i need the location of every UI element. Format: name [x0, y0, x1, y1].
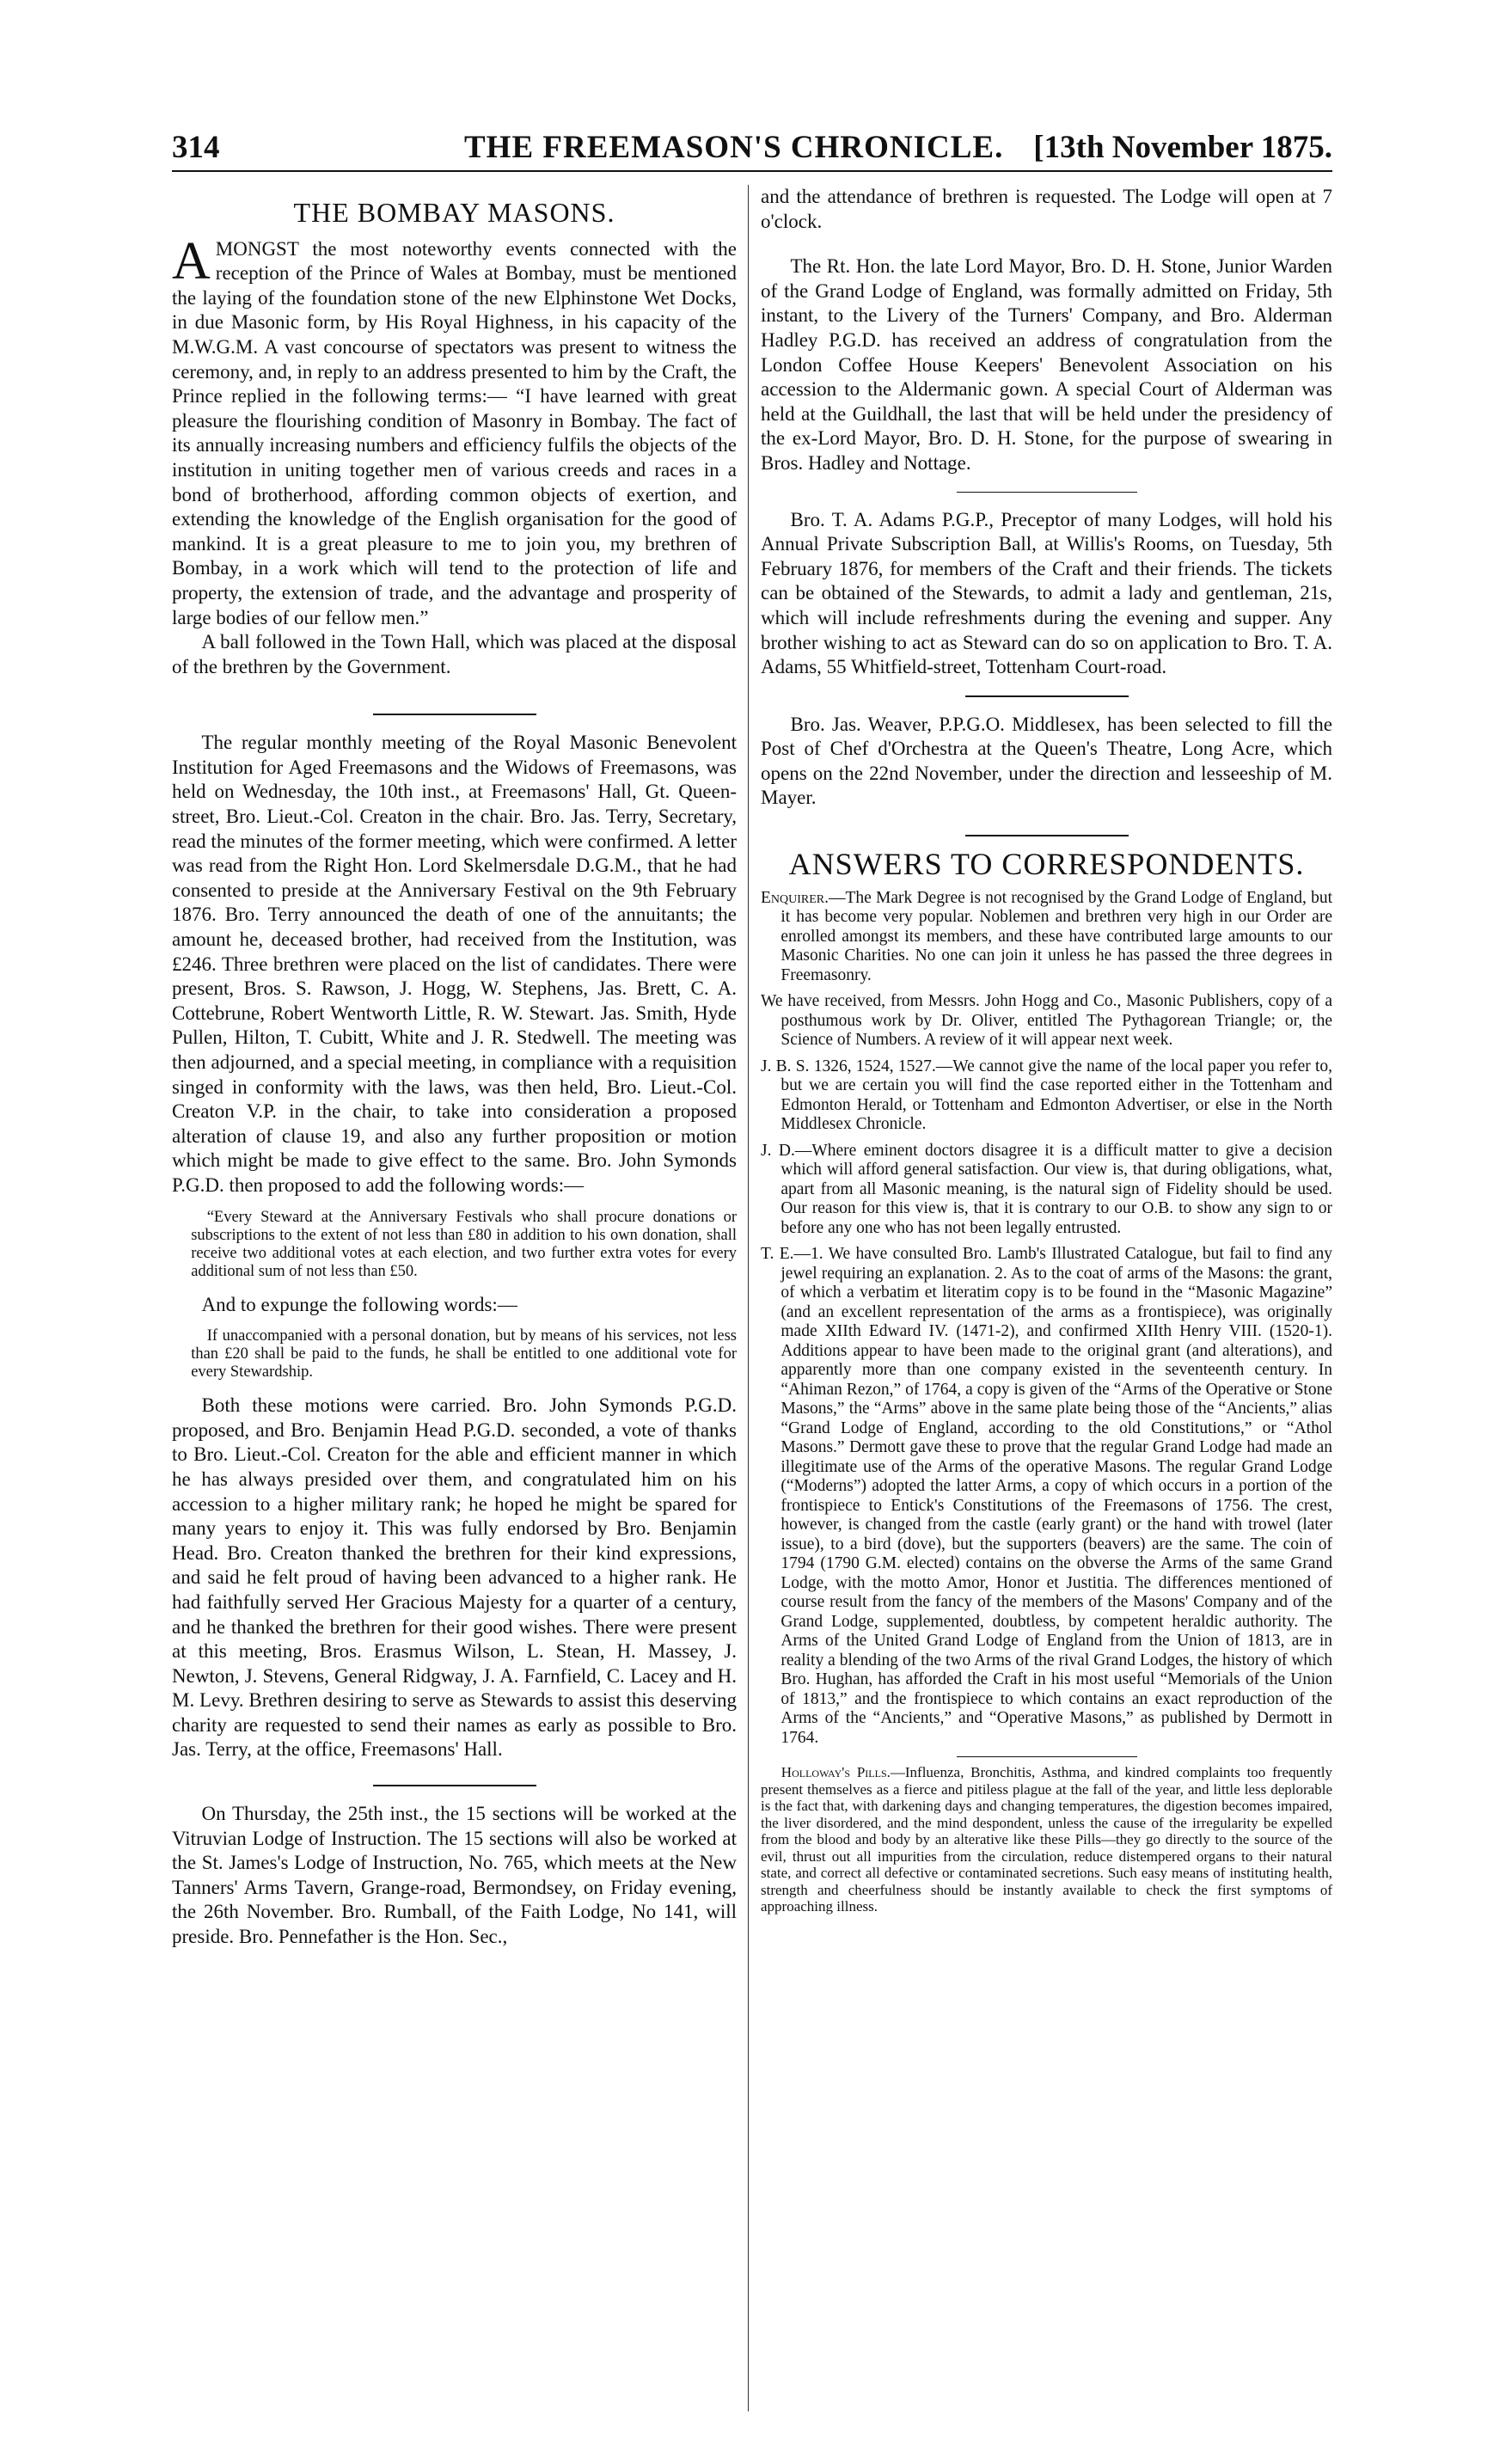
section-rule: [373, 714, 536, 715]
answer-te: T. E.—1. We have consulted Bro. Lamb's Illustrated Catalogue, but fail to find any jewel requiring an explanation. 2. As to the coat of arms of the Masons: the grant, of which a verbatim et literatim copy is to be found in the “Masonic Magazine” (and an excellent representation of the arms as a frontispiece), was originally made XIIth Edward IV. (1471-2), and confirmed XIIth Henry VIII. (1520-1). Additions appear to have been made to the original grant (and alterations), and apparently more than one company existed in the seventeenth century. In “Ahiman Rezon,” of 1764, a copy is given of the “Arms of the Operative or Stone Masons,” the “Arms” above in the same plate being those of the “Ancients,” alias “Grand Lodge of England, according to the old Constitutions,” or “Athol Masons.” Dermott gave these to prove that the regular Grand Lodge had made an illegitimate use of the Arms of the operative Masons. The regular Grand Lodge (“Moderns”) adopted the latter Arms, a copy of which occurs in a portion of the frontispiece to Entick's Constitutions of the Freemasons of 1756. The crest, however, is changed from the castle (early grant) or the hand with trowel (later issue), to a bird (dove), but the supporters (beavers) are the same. The coin of 1794 (1790 G.M. elected) contains on the obverse the Arms of the same Grand Lodge, with the motto Amor, Honor et Justitia. The differences mentioned of course result from the fancy of the members of the Masons' Company and of the Grand Lodge, supplemented, doubtless, by competent heraldic authority. The Arms of the United Grand Lodge of England from the Union of 1813, are in reality a blending of the two Arms of the rival Grand Lodges, the history of which Bro. Hughan, has afforded the Craft in his most useful “Memorials of the Union of 1813,” and the frontispiece to which contains an exact reproduction of the Arms of the “Ancients,” and “Operative Masons,” as published by Dermott in 1764.: [761, 1245, 1332, 1747]
drop-cap: A: [172, 231, 211, 291]
rmbi-article-p1: The regular monthly meeting of the Royal Masonic Benevolent Institution for Aged Freemasons and the Widows of Freemasons, was held on Wednesday, the 10th inst., at Freemasons' Hall, Gt. Queen-street, Bro. Lieut.-Col. Creaton in the chair. Bro. Jas. Terry, Secretary, read the minutes of the former meeting, which were confirmed. A letter was read from the Right Hon. Lord Skelmersdale D.G.M., that he had consented to preside at the Anniversary Festival on the 9th February 1876. Bro. Terry announced the death of one of the annuitants; the amount he, deceased brother, had received from the Institution, was £246. Three brethren were placed on the list of candidates. There were present, Bros. S. Rawson, J. Hogg, W. Stephens, Jas. Brett, C. A. Cottebrune, Robert Wentworth Little, R. W. Stewart. Jas. Smith, Hyde Pullen, Hilton, T. Cubitt, White and J. R. Stedwell. The meeting was then adjourned, and a special meeting, in compliance with a requisition singed in conformity with the laws, was then held, Bro. Lieut.-Col. Creaton V.P. in the chair, to take into consideration a proposed alteration of clause 19, and also any further proposition or motion which might be made to give effect to the same. Bro. John Symonds P.G.D. then proposed to add the following words:—: [172, 732, 737, 1196]
answer-text: —The Mark Degree is not recognised by the Grand Lodge of England, but it has become very popular. Noblemen and brethren very high in our Order are enrolled amongst its members, and these have contributed large amounts to our Masonic Charities. No one can join it unless he has passed the three degrees in Freemasonry.: [780, 888, 1332, 984]
masthead: [172, 129, 1332, 172]
section-rule: [965, 695, 1129, 697]
answers-heading: ANSWERS TO CORRESPONDENTS.: [788, 847, 1305, 882]
bombay-heading: THE BOMBAY MASONS.: [293, 197, 615, 228]
issue-date: [13th November 1875.: [1033, 130, 1332, 165]
adams-article: Bro. T. A. Adams P.G.P., Preceptor of many Lodges, will hold his Annual Private Subscription Ball, at Willis's Rooms, on Tuesday, 5th February 1876, for members of the Craft and their friends. The tickets can be obtained of the Stewards, to admit a lady and gentleman, 21s, which will include refreshments during the evening and supper. Any brother wishing to act as Steward can do so on application to Bro. T. A. Adams, 55 Whitfield-street, Tottenham Court-road.: [761, 508, 1332, 678]
right-column: [761, 185, 1332, 1915]
answer-jd: J. D.—Where eminent doctors disagree it is a difficult matter to give a decision which will afford general satisfaction. Our view is, that during obligations, what, apart from all Masonic meaning, is the natural sign of Fidelity should be used. Our reason for this view is, that it is contrary to our O.B. to show any sign to or before any one who has not been legally entrusted.: [761, 1141, 1332, 1237]
advert-text: —Influenza, Bronchitis, Asthma, and kindred complaints too frequently present themselves as a fierce and pitiless plague at the fall of the year, and little less deplorable is the fact that, with darkening days and changing temperatures, the digestion becomes impaired, the liver disordered, and the mind despondent, unless the cause of the irregularity be expelled from the blood and body by an alterative like these Pills—they go directly to the source of the evil, thrust out all impurities from the circulation, reduce distempered organs to their natural state, and correct all defective or contaminated secretions. Such easy means of instituting health, strength and cheerfulness should be instantly available to check the first symptoms of approaching illness.: [761, 1764, 1332, 1915]
rmbi-article-p3: Both these motions were carried. Bro. John Symonds P.G.D. proposed, and Bro. Benjamin Head P.G.D. seconded, a vote of thanks to Bro. Lieut.-Col. Creaton for the able and efficient manner in which he has always presided over them, and congratulated him on his accession to a higher military rank; he hoped he might be spared for many years to enjoy it. This was fully endorsed by Bro. Benjamin Head. Bro. Creaton thanked the brethren for their kind expressions, and said he felt proud of having been advanced to a higher rank. He had faithfully served Her Gracious Majesty for a quarter of a century, and he thanked the brethren for their good wishes. There were present at this meeting, Bros. Erasmus Wilson, L. Stean, H. Massey, J. Newton, J. Stevens, General Ridgway, J. A. Farnfield, C. Lacey and H. M. Levy. Brethren desiring to serve as Stewards to assist this deserving charity are requested to send their names as early as possible to Bro. Jas. Terry, at the office, Freemasons' Hall.: [172, 1394, 737, 1761]
advert-lead: Holloway's Pills.: [780, 1764, 891, 1781]
section-rule: [957, 492, 1137, 493]
answer-hogg: We have received, from Messrs. John Hogg and Co., Masonic Publishers, copy of a posthumous work by Dr. Oliver, entitled The Pythagorean Triangle; or, the Science of Numbers. A review of it will appear next week.: [761, 992, 1332, 1050]
stone-article: The Rt. Hon. the late Lord Mayor, Bro. D. H. Stone, Junior Warden of the Grand Lodge of England, was formally admitted on Friday, 5th instant, to the Livery of the Turners' Company, and Bro. Alderman Hadley P.G.D. has received an address of congratulation from the London Coffee House Keepers' Benevolent Association on his accession to the Aldermanic gown. A special Court of Alderman was held at the Guildhall, the last that will be held under the presidency of the ex-Lord Mayor, Bro. D. H. Stone, for the purpose of swearing in Bros. Hadley and Nottage.: [761, 255, 1332, 474]
newspaper-title: THE FREEMASON'S CHRONICLE.: [464, 130, 1004, 165]
vitruvian-article: On Thursday, the 25th inst., the 15 sections will be worked at the Vitruvian Lodge of Instruction. The 15 sections will also be worked at the St. James's Lodge of Instruction, No. 765, which meets at the New Tanners' Arms Tavern, Grange-road, Bermondsey, on Friday evening, the 26th November. Bro. Rumball, of the Faith Lodge, No 141, will preside. Bro. Pennefather is the Hon. Sec.,: [172, 1803, 737, 1948]
bombay-article-p2: A ball followed in the Town Hall, which was placed at the disposal of the brethren by the Government.: [172, 631, 737, 677]
bombay-article-text: MONGST the most noteworthy events connected with the reception of the Prince of Wales at Bombay, must be mentioned the laying of the foundation stone of the new Elphinstone Wet Docks, in due Masonic form, by His Royal Highness, in his capacity of the M.W.G.M. A vast concourse of spectators was present to witness the ceremony, and, in reply to an address presented to him by the Craft, the Prince replied in the following terms:— “I have learned with great pleasure the flourishing condition of Masonry in Bombay. The fact of its annually increasing numbers and efficiency fulfils the objects of the institution in uniting together men of various creeds and races in a bond of brotherhood, affording common objects of exertion, and extending the knowledge of the English organisation for the good of mankind. It is a great pleasure to me to join you, my brethren of Bombay, in a work which will tend to the protection of life and property, the extension of trade, and the advantage and prosperity of large bodies of our fellow men.”: [172, 237, 737, 628]
section-rule: [957, 1756, 1137, 1757]
column-divider: [748, 185, 749, 2411]
bombay-article-p1: [172, 231, 737, 631]
holloway-advertisement: [761, 1764, 1332, 1915]
weaver-article: Bro. Jas. Weaver, P.P.G.O. Middlesex, has been selected to fill the Post of Chef d'Orchestra at the Queen's Theatre, Long Acre, which opens on the 22nd November, under the direction and lesseeship of M. Mayer.: [761, 713, 1332, 809]
rmbi-quote-2: If unaccompanied with a personal donation, but by means of his services, not less than £20 shall be paid to the funds, he shall be entitled to one additional vote for every Stewardship.: [191, 1327, 737, 1382]
section-rule: [373, 1785, 536, 1786]
rmbi-article-p2: And to expunge the following words:—: [201, 1293, 517, 1315]
answer-lead: Enquirer.: [761, 888, 829, 907]
left-column: [172, 185, 737, 1950]
answer-enquirer: [761, 889, 1332, 986]
rmbi-quote-1: “Every Steward at the Anniversary Festivals who shall procure donations or subscriptions to the extent of not less than £80 in addition to his own donation, shall receive two additional votes at each election, and two further extra votes for every additional sum of not less than £50.: [191, 1208, 737, 1280]
continued-paragraph: and the attendance of brethren is requested. The Lodge will open at 7 o'clock.: [761, 186, 1332, 232]
page-number: 314: [172, 130, 220, 165]
section-rule: [965, 835, 1129, 836]
answer-jbs: J. B. S. 1326, 1524, 1527.—We cannot give the name of the local paper you refer to, but we are certain you will find the case reported either in the Tottenham and Edmonton Herald, or Tottenham and Edmonton Advertiser, or else in the North Middlesex Chronicle.: [761, 1057, 1332, 1134]
